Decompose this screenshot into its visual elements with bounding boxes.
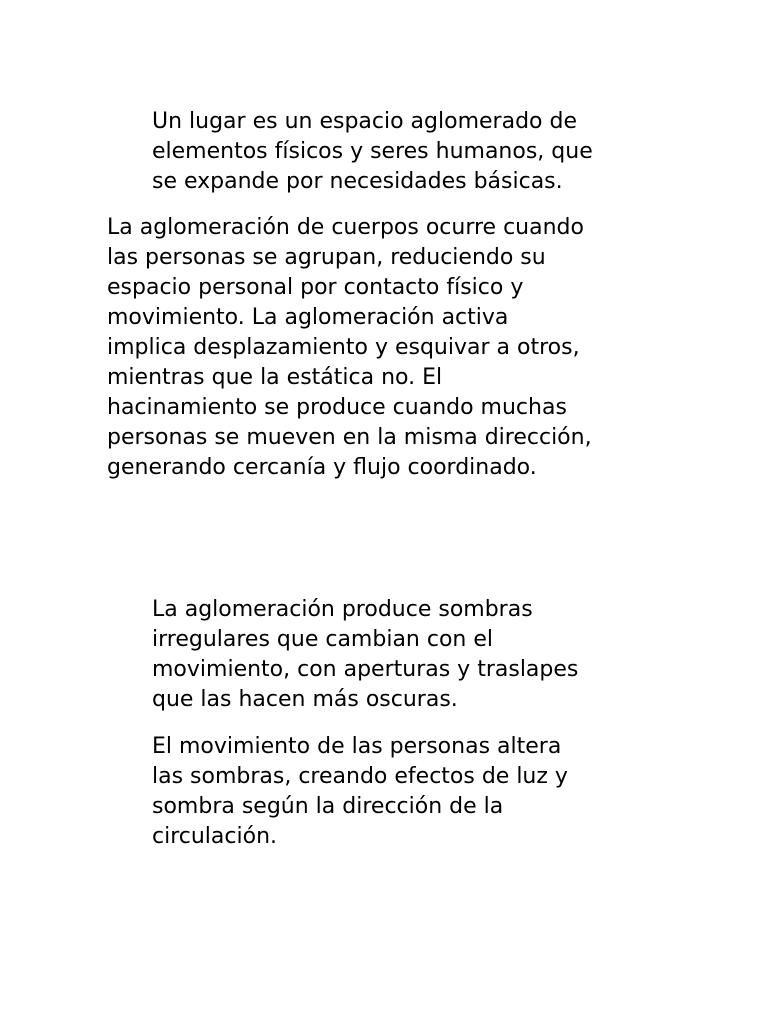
paragraph-place-definition: Un lugar es un espacio aglomerado de elementos físicos y seres humanos, que se expande por necesidades básicas.: [152, 109, 593, 194]
paragraph-shadows: La aglomeración produce sombras irregulares que cambian con el movimiento, con aperturas y traslapes que las hacen más oscuras.: [152, 597, 579, 712]
paragraph-body-agglomeration: La aglomeración de cuerpos ocurre cuando las personas se agrupan, reduciendo su espacio personal por contacto físico y movimiento. La aglomeración activa implica desplazamiento y esquivar a otros, mientras que la estática no. El hacinamiento se produce cuando muchas personas se mueven en la misma dirección, generando cercanía y flujo coordinado.: [107, 215, 592, 480]
paragraph-movement-shadows: El movimiento de las personas altera las sombras, creando efectos de luz y sombra según la dirección de la circulación.: [152, 734, 568, 849]
